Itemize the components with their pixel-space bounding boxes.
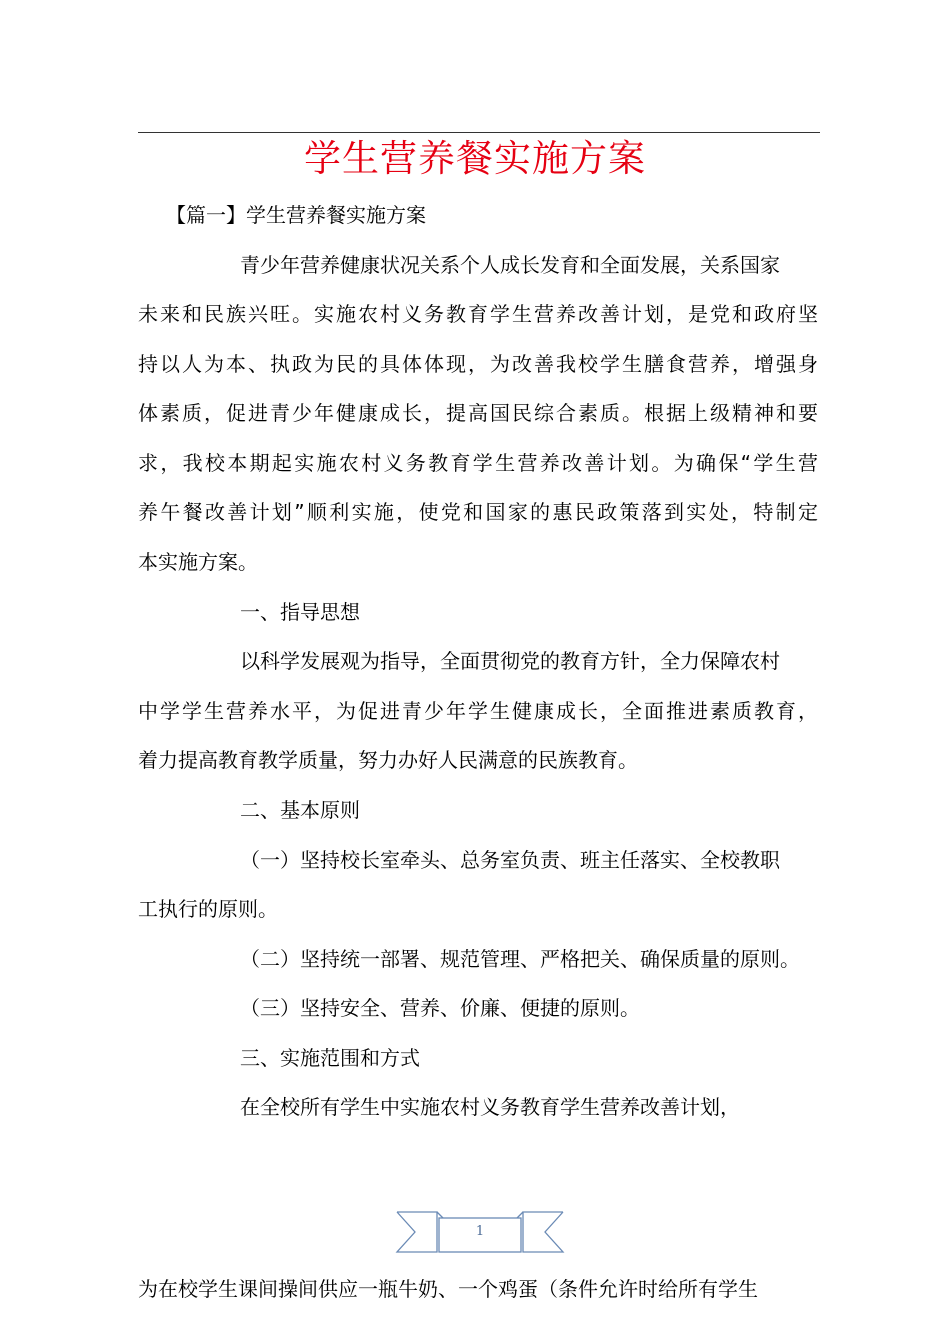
header-rule	[138, 132, 820, 133]
paragraph-line: 持以人为本、执政为民的具体体现，为改善我校学生膳食营养，增强身	[138, 352, 818, 376]
heading-basic-principles: 二、基本原则	[240, 798, 360, 822]
paragraph-line: 在全校所有学生中实施农村义务教育学生营养改善计划，	[240, 1095, 740, 1119]
principle-item: （二）坚持统一部署、规范管理、严格把关、确保质量的原则。	[240, 947, 800, 971]
paragraph-line: 求，我校本期起实施农村义务教育学生营养改善计划。为确保“学生营	[138, 451, 818, 475]
paragraph-line: 体素质，促进青少年健康成长，提高国民综合素质。根据上级精神和要	[138, 401, 818, 425]
paragraph-line: 中学学生营养水平，为促进青少年学生健康成长，全面推进素质教育，	[138, 699, 818, 723]
principle-item: （三）坚持安全、营养、价廉、便捷的原则。	[240, 996, 640, 1020]
paragraph-line: 养午餐改善计划”顺利实施，使党和国家的惠民政策落到实处，特制定	[138, 500, 818, 524]
next-page-first-line: 为在校学生课间操间供应一瓶牛奶、一个鸡蛋（条件允许时给所有学生	[138, 1277, 758, 1301]
paragraph-line: 着力提高教育教学质量，努力办好人民满意的民族教育。	[138, 748, 638, 772]
paragraph-line: 工执行的原则。	[138, 897, 278, 921]
paragraph-line: 以科学发展观为指导，全面贯彻党的教育方针，全力保障农村	[240, 649, 780, 673]
document-title: 学生营养餐实施方案	[304, 137, 646, 180]
heading-scope-and-method: 三、实施范围和方式	[240, 1046, 420, 1070]
paragraph-line: 未来和民族兴旺。实施农村义务教育学生营养改善计划，是党和政府坚	[138, 302, 818, 326]
section-heading: 【篇一】学生营养餐实施方案	[166, 203, 426, 227]
heading-guiding-ideology: 一、指导思想	[240, 600, 360, 624]
principle-item: （一）坚持校长室牵头、总务室负责、班主任落实、全校教职	[240, 848, 780, 872]
paragraph-line: 本实施方案。	[138, 550, 258, 574]
paragraph-line: 青少年营养健康状况关系个人成长发育和全面发展，关系国家	[240, 253, 780, 277]
page-number: 1	[475, 1224, 485, 1239]
